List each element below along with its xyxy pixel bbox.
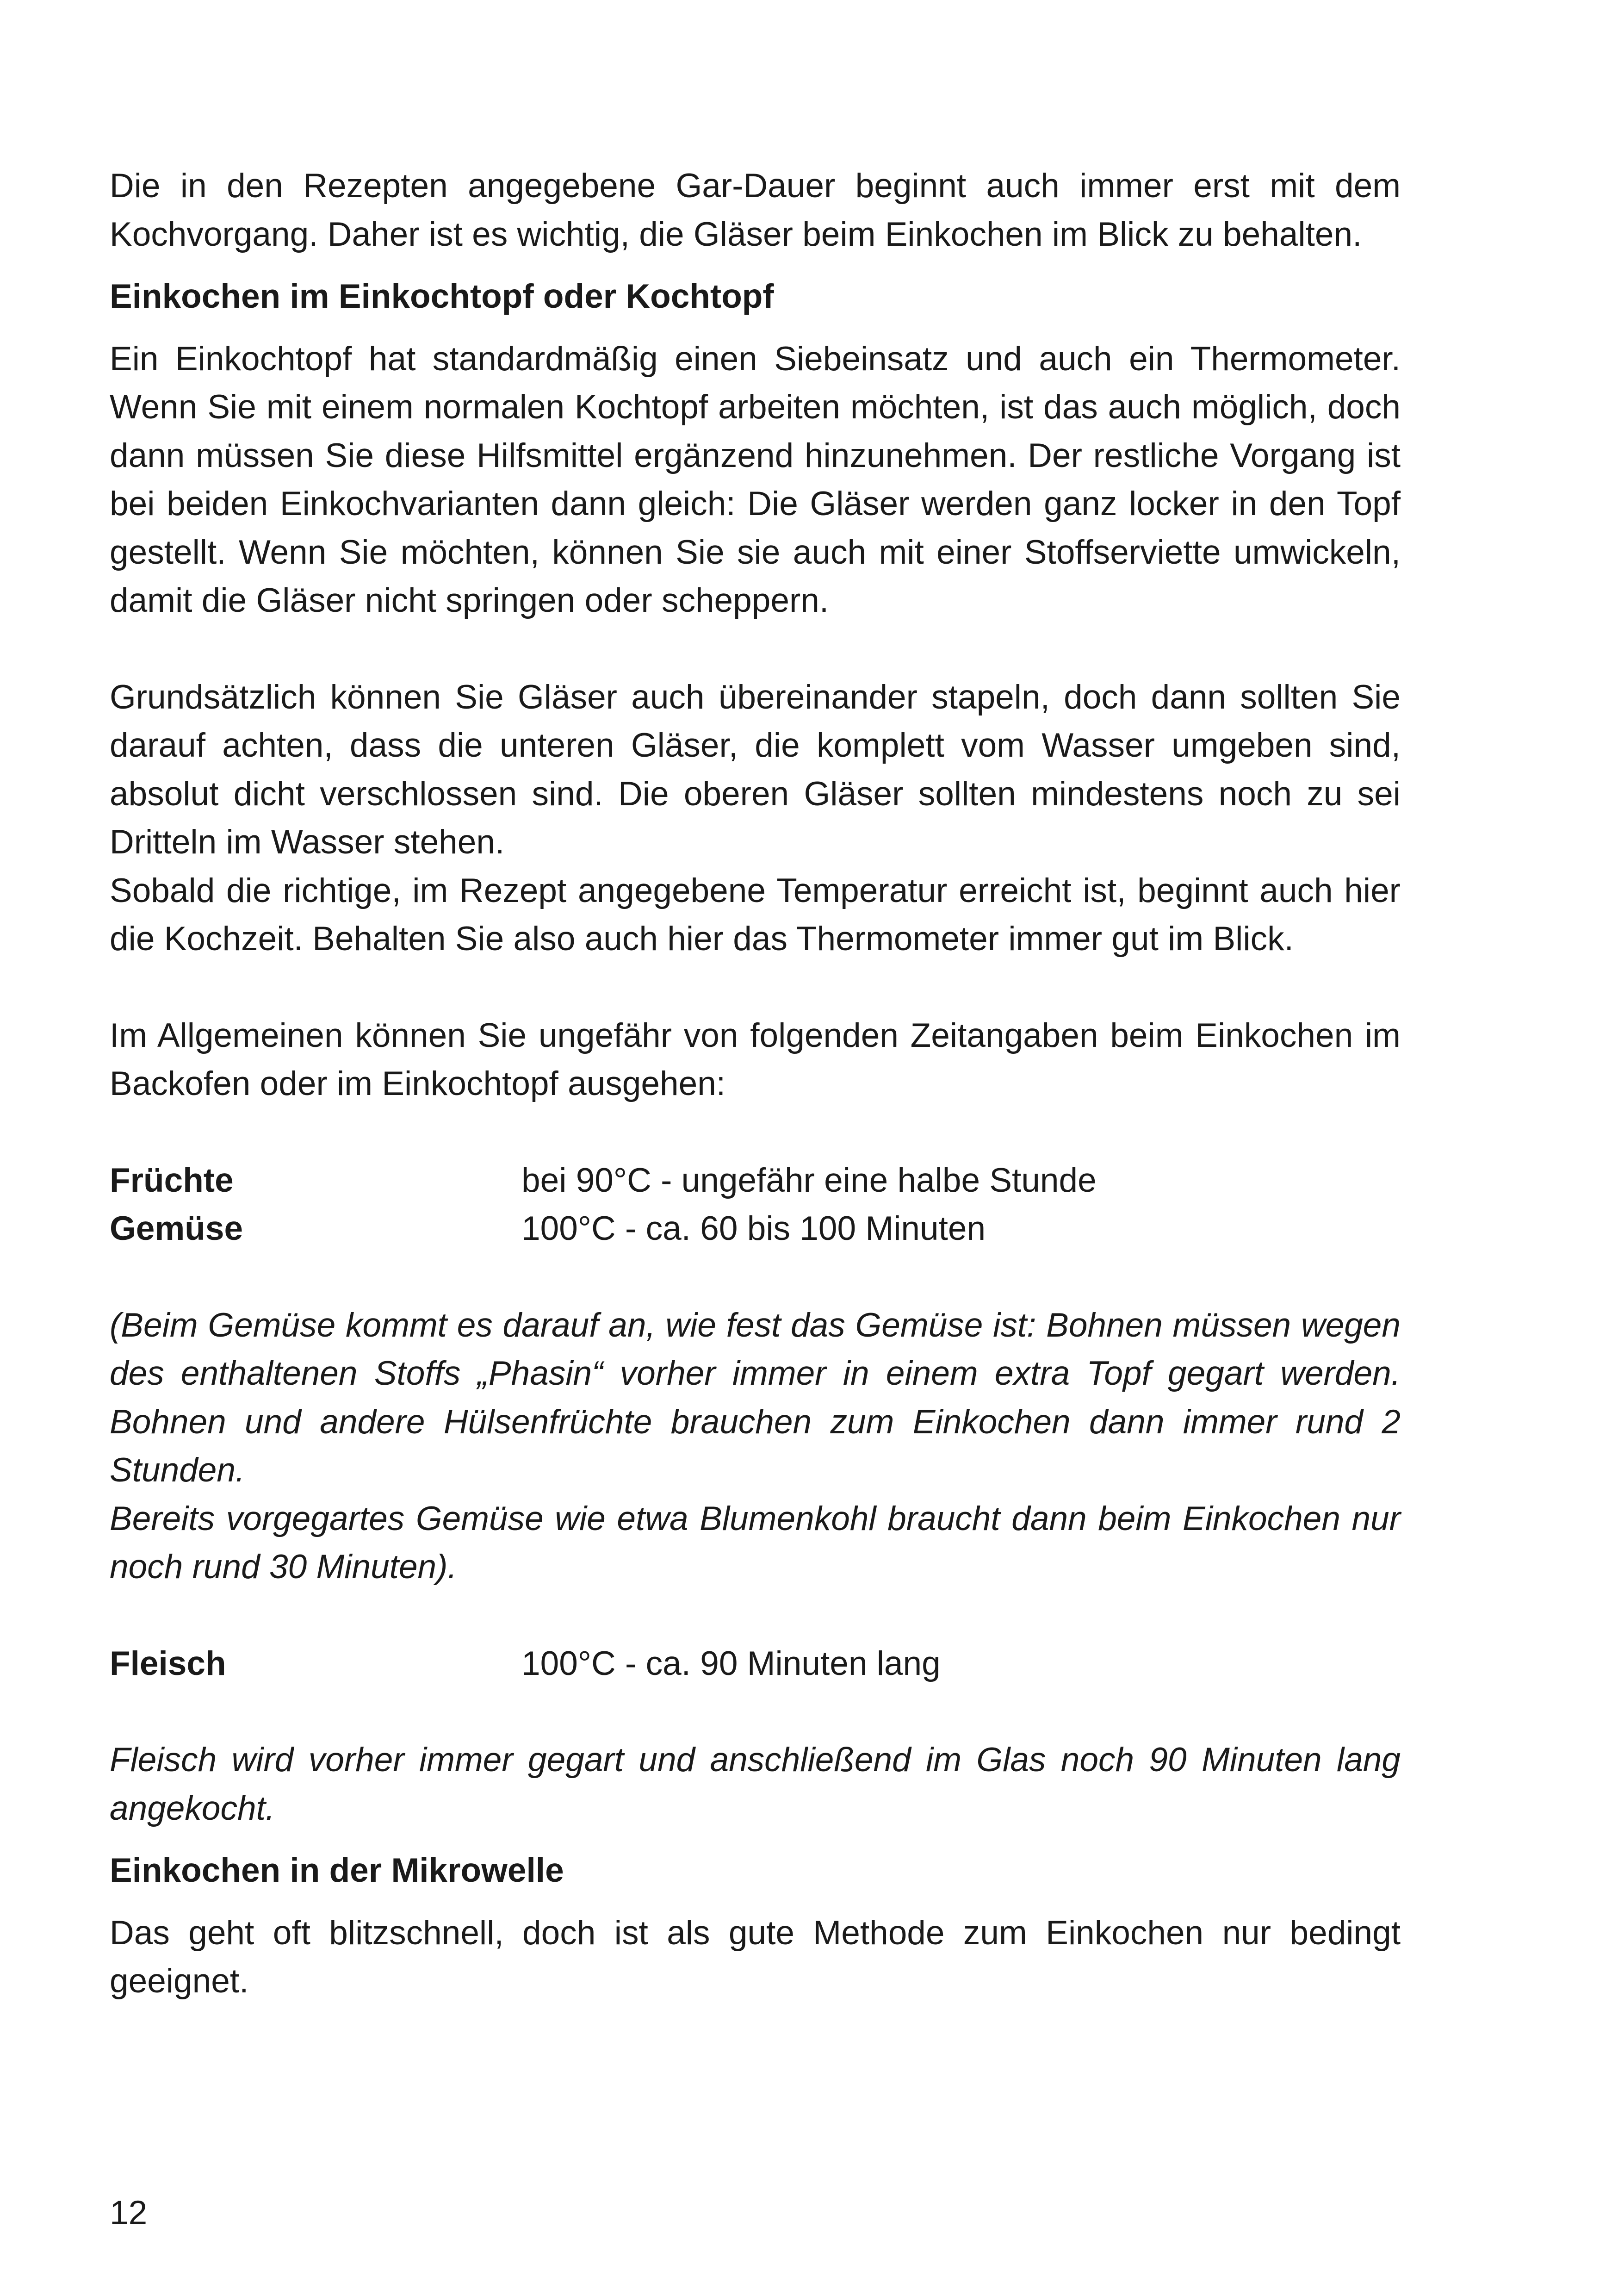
spacer	[110, 1592, 1401, 1640]
mikrowelle-paragraph: Das geht oft blitzschnell, doch ist als gute Methode zum Einkochen nur bedingt geeignet.	[110, 1914, 1401, 2000]
topf-paragraph: Ein Einkochtopf hat standardmäßig einen Siebeinsatz und auch ein Thermometer. Wenn Sie mit einem normalen Kochtopf arbeiten möchten, ist das auch möglich, doch dann müssen Sie diese Hilfsmittel ergänzend hinzunehmen. Der restliche Vorgang ist bei beiden Einkochvarianten dann gleich: Die Gläser werden ganz locker in den Topf gestellt. Wenn Sie möchten, können Sie sie auch mit einer Stoffserviette umwickeln, damit die Gläser nicht springen oder scheppern.	[110, 340, 1401, 619]
time-value: 100°C - ca. 90 Minuten lang	[521, 1644, 941, 1682]
section-heading-topf: Einkochen im Einkochtopf oder Kochtopf	[110, 278, 774, 315]
spacer	[110, 1688, 1401, 1736]
spacer	[110, 1253, 1401, 1301]
temperatur-paragraph: Sobald die richtige, im Rezept angegebene Temperatur erreicht ist, beginnt auch hier die Kochzeit. Behalten Sie also auch hier das Thermometer immer gut im Blick.	[110, 871, 1401, 958]
stapeln-paragraph: Grundsätzlich können Sie Gläser auch übereinander stapeln, doch dann sollten Sie darauf achten, dass die unteren Gläser, die komplett vom Wasser umgeben sind, absolut dicht verschlossen sind. Die oberen Gläser sollten mindestens noch zu sei Dritteln im Wasser stehen.	[110, 678, 1401, 861]
spacer	[110, 1895, 1401, 1909]
time-row-fruechte	[110, 1157, 1401, 1205]
spacer	[110, 964, 1401, 1012]
gemuese-note-paragraph: (Beim Gemüse kommt es darauf an, wie fest das Gemüse ist: Bohnen müssen wegen des enthaltenen Stoffs „Phasin“ vorher immer in einem extra Topf gegart werden. Bohnen und andere Hülsenfrüchte brauchen zum Einkochen dann immer rund 2 Stunden.	[110, 1306, 1401, 1489]
time-label: Früchte	[110, 1161, 234, 1199]
page-number: 12	[110, 2194, 148, 2232]
spacer	[110, 321, 1401, 335]
intro-paragraph: Die in den Rezepten angegebene Gar-Dauer beginnt auch immer erst mit dem Kochvorgang. Daher ist es wichtig, die Gläser beim Einkochen im Blick zu behalten.	[110, 167, 1401, 253]
allgemein-paragraph: Im Allgemeinen können Sie ungefähr von folgenden Zeitangaben beim Einkochen im Backofen oder im Einkochtopf ausgehen:	[110, 1016, 1401, 1102]
fleisch-note-paragraph: Fleisch wird vorher immer gegart und anschließend im Glas noch 90 Minuten lang angekocht.	[110, 1741, 1401, 1827]
time-value: 100°C - ca. 60 bis 100 Minuten	[521, 1210, 986, 1247]
time-label: Fleisch	[110, 1644, 226, 1682]
spacer	[110, 259, 1401, 273]
page-content	[110, 162, 1401, 2006]
section-heading-mikrowelle: Einkochen in der Mikrowelle	[110, 1852, 564, 1889]
time-row-fleisch	[110, 1640, 1401, 1688]
spacer	[110, 1833, 1401, 1847]
spacer	[110, 625, 1401, 673]
time-value: bei 90°C - ungefähr eine halbe Stunde	[521, 1161, 1097, 1199]
spacer	[110, 1108, 1401, 1157]
gemuese-note-paragraph-2: Bereits vorgegartes Gemüse wie etwa Blumenkohl braucht dann beim Einkochen nur noch rund 30 Minuten).	[110, 1500, 1401, 1586]
time-label: Gemüse	[110, 1210, 243, 1247]
time-row-gemuese	[110, 1205, 1401, 1253]
